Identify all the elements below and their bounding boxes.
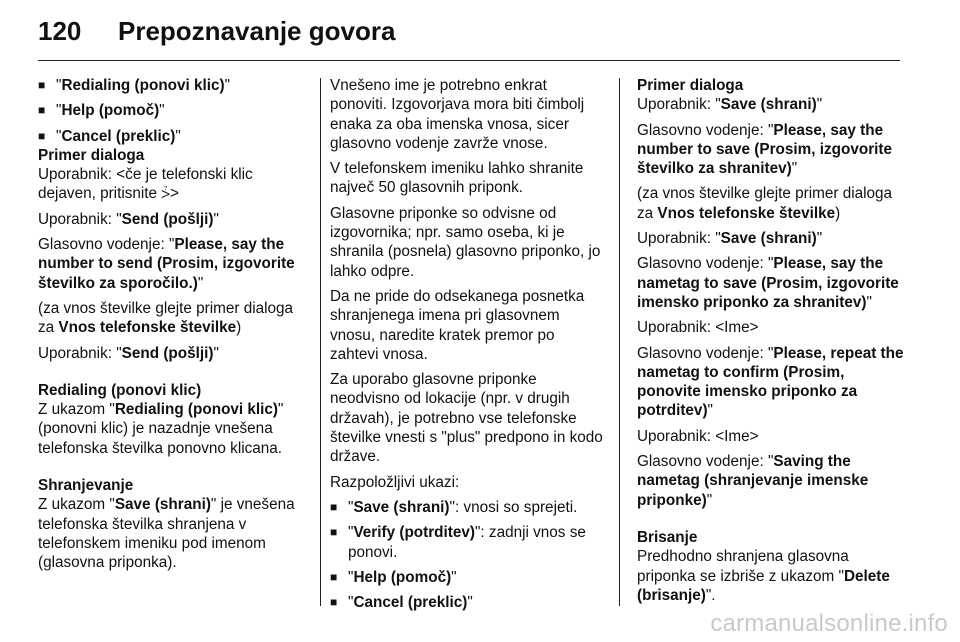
dialog-text: > — [169, 185, 179, 203]
command-name: Save (shrani) — [353, 498, 450, 516]
speaker-label: Uporabnik: — [637, 230, 716, 248]
note-text: (za vnos številke glejte primer dialoga za — [38, 299, 294, 337]
paragraph — [38, 400, 310, 458]
paragraph-text: ". — [705, 586, 716, 604]
page-header — [0, 0, 960, 58]
note-text: ) — [835, 204, 841, 222]
list-item: ■ "Save (shrani)": vnosi so sprejeti. — [330, 498, 578, 516]
dialog-line: Glasovno vodenje: "Please, repeat the nametag to confirm (Prosim, ponovite imensko priponko za potrditev)" — [637, 344, 904, 420]
paragraph: Vnešeno ime je potrebno enkrat ponoviti. Izgovorjava mora biti čimbolj enaka za oba imenska vnosa, sicer glasovno vodenje zavrže vnose. — [330, 77, 585, 152]
command-name: Cancel (preklic) — [61, 127, 176, 145]
section-heading: Primer dialoga — [38, 146, 145, 164]
command-name: Send (pošlji) — [121, 210, 214, 228]
column-divider — [619, 78, 620, 606]
command-name: Help (pomoč) — [61, 102, 160, 120]
bullet-icon: ■ — [330, 499, 338, 514]
command-name: Send (pošlji) — [121, 344, 214, 362]
paragraph: Glasovne priponke so odvisne od izgovornika; npr. samo oseba, ki je shranila (posnela) glasovno priponko, jo lahko odpre. — [330, 204, 601, 280]
voice-prompt: Please, say the number to save (Prosim, izgovorite številko za shranitev) — [637, 121, 893, 178]
paragraph: Razpoložljivi ukazi: — [330, 473, 460, 491]
speaker-label: Glasovno vodenje: — [637, 344, 768, 362]
voice-prompt: Saving the nametag (shranjevanje imenske priponke) — [637, 453, 869, 509]
command-name: Help (pomoč) — [353, 568, 452, 586]
bullet-icon: ■ — [330, 595, 338, 610]
dialog-line: Uporabnik: "Send (pošlji)" — [38, 210, 219, 228]
column-3 — [637, 76, 905, 611]
list-item: ■ "Cancel (preklic)" — [38, 127, 181, 145]
paragraph — [38, 495, 310, 572]
talk-icon: ⩼ — [161, 185, 170, 203]
voice-prompt: Please, say the number to send (Prosim, izgovorite številko za sporočilo.) — [38, 236, 295, 292]
dialog-line — [637, 427, 905, 446]
list-item: ■ "Help (pomoč)" — [38, 102, 165, 120]
list-item: ■ "Redialing (ponovi klic)" — [38, 77, 231, 94]
paragraph-text: " (ponovni klic) je nazadnje vnešena telefonska številka ponovno klicana. — [38, 401, 284, 457]
bullet-icon: ■ — [38, 78, 46, 92]
dialog-line: Glasovno vodenje: "Please, say the number to send (Prosim, izgovorite številko za sporočilo.)" — [38, 236, 295, 292]
section-heading: Brisanje — [637, 528, 698, 546]
paragraph-text: Z ukazom " — [38, 496, 115, 514]
command-name: Redialing (ponovi klic) — [61, 77, 225, 94]
cross-reference: Vnos telefonske številke — [58, 319, 237, 337]
dialog-text: <Ime> — [715, 319, 759, 337]
command-description: ": zadnji vnos se ponovi. — [348, 524, 586, 561]
command-name: Save (shrani) — [720, 96, 817, 114]
dialog-text: <če je telefonski klic dejaven, pritisnite — [38, 166, 253, 203]
command-name: Redialing (ponovi klic) — [114, 401, 279, 419]
speaker-label: Glasovno vodenje: — [637, 121, 768, 139]
dialog-line: Glasovno vodenje: "Please, say the nametag to save (Prosim, izgovorite imensko priponko za shranitev)" — [637, 255, 899, 311]
column-divider — [320, 78, 321, 606]
bullet-icon: ■ — [330, 525, 338, 540]
watermark: carmanualsonline.info — [710, 610, 948, 637]
bullet-icon: ■ — [38, 103, 46, 118]
column-1 — [38, 76, 310, 579]
paragraph: Da ne pride do odsekanega posnetka shranjenega imena pri glasovnem vnosu, naredite kratek premor po zahtevi vnosa. — [330, 287, 585, 363]
paragraph-text: Z ukazom " — [38, 401, 115, 419]
header-rule — [38, 60, 900, 61]
note-text: ) — [236, 319, 242, 337]
speaker-label: Glasovno vodenje: — [38, 236, 169, 254]
command-name: Delete (brisanje) — [637, 567, 890, 604]
speaker-label: Uporabnik: — [38, 210, 117, 228]
dialog-line — [38, 165, 310, 204]
chapter-title: Prepoznavanje govora — [118, 16, 396, 46]
command-description: ": vnosi so sprejeti. — [449, 498, 578, 516]
bullet-icon: ■ — [330, 569, 338, 584]
speaker-label: Uporabnik: — [38, 166, 117, 184]
voice-prompt: Please, say the nametag to save (Prosim, izgovorite imensko priponko za shranitev) — [637, 255, 899, 311]
dialog-text: <Ime> — [715, 427, 759, 445]
dialog-line — [637, 318, 905, 337]
dialog-line: Glasovno vodenje: "Please, say the number to save (Prosim, izgovorite številko za shranitev)" — [637, 121, 893, 178]
paragraph-text: " je vnešena telefonska številka shranjena v telefonskem imeniku pod imenom (glasovna priponka). — [38, 496, 295, 572]
speaker-label: Glasovno vodenje: — [637, 453, 768, 471]
speaker-label: Uporabnik: — [637, 319, 716, 337]
speaker-label: Uporabnik: — [637, 96, 716, 114]
paragraph: Za uporabo glasovne priponke neodvisno od lokacije (npr. v drugih državah), je potrebno vse telefonske številke vnesti s "plus" predpono in kodo države. — [330, 371, 603, 466]
list-item: ■ "Verify (potrditev)": zadnji vnos se ponovi. — [330, 524, 586, 561]
section-heading: Primer dialoga — [637, 77, 744, 94]
dialog-line: Uporabnik: "Save (shrani)" — [637, 96, 823, 114]
bullet-icon: ■ — [38, 128, 46, 143]
command-name: Cancel (preklic) — [353, 594, 468, 612]
command-name: Verify (potrditev) — [353, 524, 475, 542]
note-text: (za vnos številke glejte primer dialoga za — [637, 185, 893, 222]
speaker-label: Glasovno vodenje: — [637, 255, 768, 273]
command-name: Save (shrani) — [114, 496, 211, 514]
paragraph: V telefonskem imeniku lahko shranite največ 50 glasovnih priponk. — [330, 160, 584, 197]
paragraph — [637, 547, 905, 605]
voice-prompt: Please, repeat the nametag to confirm (Prosim, ponovite imensko priponko za potrditev) — [637, 344, 904, 420]
column-2 — [330, 76, 606, 618]
command-name: Save (shrani) — [720, 230, 817, 248]
dialog-line: Uporabnik: "Send (pošlji)" — [38, 344, 219, 362]
speaker-label: Uporabnik: — [637, 427, 716, 445]
dialog-line: Glasovno vodenje: "Saving the nametag (shranjevanje imenske priponke)" — [637, 453, 869, 509]
section-heading: Redialing (ponovi klic) — [38, 381, 202, 399]
note — [38, 299, 310, 338]
list-item: ■ "Cancel (preklic)" — [330, 594, 473, 612]
dialog-line: Uporabnik: "Save (shrani)" — [637, 230, 823, 248]
speaker-label: Uporabnik: — [38, 344, 117, 362]
list-item: ■ "Help (pomoč)" — [330, 568, 457, 586]
note — [637, 184, 905, 223]
cross-reference: Vnos telefonske številke — [657, 204, 836, 222]
paragraph-text: Predhodno shranjena glasovna priponka se izbriše z ukazom " — [637, 548, 849, 585]
section-heading: Shranjevanje — [38, 477, 134, 495]
page-number: 120 — [38, 16, 82, 46]
